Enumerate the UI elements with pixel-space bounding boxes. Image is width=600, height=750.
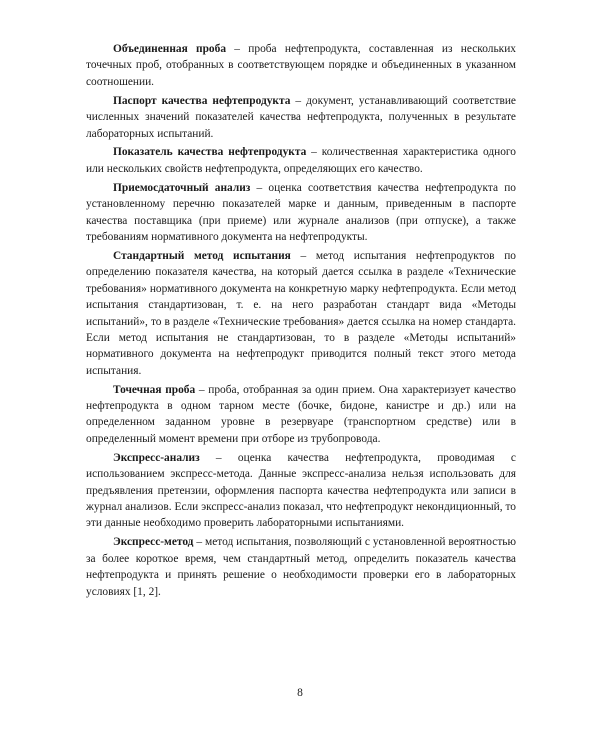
glossary-definition: – метод испытания нефтепродуктов по определению показателя качества, на который дается ссылка в разделе «Технические требования» нормативного документа на конкретную марку нефтепродукта. Если метод испытания стандартизован, т. е. на него разработан стандарт вида «Методы испытаний», то в разделе «Технические требования» дается ссылка на номер стандарта. Если метод испытания не стандартизован, то в разделе «Методы испытаний» нормативного документа на нефтепродукт приводится полный текст этого метода испытания. [86,249,516,377]
glossary-entry-quality-passport [86,93,516,142]
glossary-entry-express-method [86,534,516,600]
glossary-term: Паспорт качества нефтепродукта [113,94,291,107]
glossary-text [86,41,516,602]
glossary-definition: – проба нефтепродукта, составленная из нескольких точечных проб, отобранных в соответствующем порядке и объединенных в указанном соотношении. [86,43,516,88]
glossary-definition: – оценка качества нефтепродукта, проводимая с использованием экспресс-метода. Данные экспресс-анализа нельзя использовать для предъявления претензии, оформления паспорта качества нефтепродукта или записи в журнал анализов. Если экспресс-анализ показал, что нефтепродукт некондиционный, то эти данные необходимо проверить лабораторными испытаниями. [86,451,516,530]
glossary-definition: – оценка соответствия качества нефтепродукта по установленному перечню показателей марке и данным, приведенным в паспорте качества поставщика (при приеме) или журнале анализов (при отпуске), а также требованиям нормативного документа на нефтепродукты. [86,181,516,243]
glossary-term: Объединенная проба [113,43,227,55]
glossary-entry-acceptance-analysis [86,180,516,246]
glossary-definition: – проба, отобранная за один прием. Она характеризует качество нефтепродукта в одном тарном месте (бочке, бидоне, канистре и др.) или на определенном заданном уровне в резервуаре (транспортном средстве) или в определенный момент времени при отборе из трубопровода. [86,383,516,445]
glossary-definition: – количественная характеристика одного или нескольких свойств нефтепродукта, определяющих его качество. [86,146,516,175]
glossary-definition: – метод испытания, позволяющий с установленной вероятностью за более короткое время, чем стандартный метод, определить показатель качества нефтепродукта и принять решение о необходимости проверки его в лабораторных условиях [1, 2]. [86,536,516,598]
glossary-term: Экспресс-метод [113,536,194,549]
glossary-entry-quality-indicator [86,144,516,177]
glossary-term: Стандартный метод испытания [113,249,291,262]
glossary-entry-standard-method [86,248,516,379]
glossary-term: Приемосдаточный анализ [113,181,251,194]
glossary-entry-express-analysis [86,450,516,532]
glossary-entry-combined-sample [86,41,516,90]
glossary-definition: – документ, устанавливающий соответствие численных значений показателей качества нефтепродукта, полученных в результате лабораторных испытаний. [86,94,516,140]
glossary-term: Экспресс-анализ [113,451,200,464]
glossary-entry-spot-sample [86,382,516,448]
page-number: 8 [297,687,303,699]
glossary-term: Точечная проба [113,383,196,396]
glossary-term: Показатель качества нефтепродукта [113,146,307,159]
